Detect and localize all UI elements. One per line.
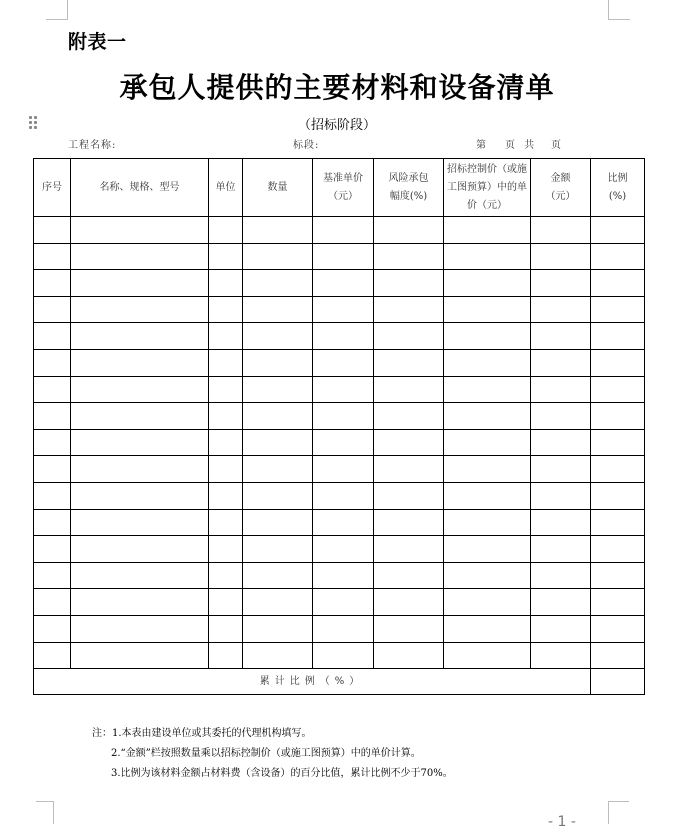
cell-seq[interactable] — [34, 509, 71, 536]
cell-unit[interactable] — [209, 456, 243, 483]
cell-ratio[interactable] — [591, 589, 645, 616]
cell-qty[interactable] — [243, 482, 313, 509]
cell-name[interactable] — [71, 376, 209, 403]
cell-risk[interactable] — [374, 376, 444, 403]
cell-ratio[interactable] — [591, 642, 645, 669]
cell-base_price[interactable] — [313, 270, 374, 297]
header-base-price: 基准单价 （元） — [313, 159, 374, 217]
cell-unit[interactable] — [209, 615, 243, 642]
cumulative-ratio-value-cell[interactable] — [591, 669, 645, 695]
cell-risk[interactable] — [374, 615, 444, 642]
cell-ratio[interactable] — [591, 217, 645, 244]
page-count-label — [476, 136, 561, 151]
page-corner-mark-top-right — [608, 0, 630, 20]
cell-amount[interactable] — [531, 323, 591, 350]
cell-base_price[interactable] — [313, 429, 374, 456]
cell-qty[interactable] — [243, 429, 313, 456]
cell-risk[interactable] — [374, 429, 444, 456]
cell-name[interactable] — [71, 589, 209, 616]
cell-base_price[interactable] — [313, 562, 374, 589]
cell-amount[interactable] — [531, 482, 591, 509]
cell-seq[interactable] — [34, 562, 71, 589]
header-name-spec-model: 名称、规格、型号 — [71, 159, 209, 217]
cell-base_price[interactable] — [313, 296, 374, 323]
cell-seq[interactable] — [34, 349, 71, 376]
cell-unit[interactable] — [209, 270, 243, 297]
project-name-label: 工程名称: — [68, 140, 117, 151]
header-unit: 单位 — [209, 159, 243, 217]
table-row — [34, 536, 645, 563]
cell-amount[interactable] — [531, 536, 591, 563]
cell-control_price[interactable] — [444, 403, 531, 430]
cell-seq[interactable] — [34, 615, 71, 642]
header-ratio: 比例 (%) — [591, 159, 645, 217]
cell-qty[interactable] — [243, 456, 313, 483]
cell-control_price[interactable] — [444, 562, 531, 589]
note-1: 注：1.本表由建设单位或其委托的代理机构填写。 — [92, 728, 312, 739]
table-row — [34, 456, 645, 483]
cell-seq[interactable] — [34, 429, 71, 456]
cell-base_price[interactable] — [313, 589, 374, 616]
cell-ratio[interactable] — [591, 349, 645, 376]
table-row — [34, 642, 645, 669]
cell-amount[interactable] — [531, 296, 591, 323]
cell-name[interactable] — [71, 243, 209, 270]
cell-base_price[interactable] — [313, 217, 374, 244]
cell-ratio[interactable] — [591, 270, 645, 297]
cell-control_price[interactable] — [444, 642, 531, 669]
table-row — [34, 376, 645, 403]
cell-ratio[interactable] — [591, 376, 645, 403]
cell-seq[interactable] — [34, 536, 71, 563]
cell-amount[interactable] — [531, 376, 591, 403]
page-number: - 1 - — [548, 814, 576, 830]
cell-seq[interactable] — [34, 403, 71, 430]
cell-risk[interactable] — [374, 562, 444, 589]
cell-name[interactable] — [71, 296, 209, 323]
cell-ratio[interactable] — [591, 403, 645, 430]
cell-qty[interactable] — [243, 323, 313, 350]
cell-control_price[interactable] — [444, 270, 531, 297]
cell-risk[interactable] — [374, 482, 444, 509]
cell-unit[interactable] — [209, 536, 243, 563]
cell-amount[interactable] — [531, 403, 591, 430]
table-body — [34, 217, 645, 695]
cell-qty[interactable] — [243, 349, 313, 376]
note-3: 3.比例为该材料金额占材料费（含设备）的百分比值，累计比例不少于70%。 — [111, 768, 453, 779]
table-row — [34, 615, 645, 642]
cell-ratio[interactable] — [591, 429, 645, 456]
page-corner-mark-top-left — [46, 0, 68, 20]
table-row — [34, 482, 645, 509]
cell-name[interactable] — [71, 615, 209, 642]
page-corner-mark-bottom-right — [608, 801, 629, 824]
cell-qty[interactable] — [243, 615, 313, 642]
section-label: 标段: — [293, 140, 320, 151]
cell-risk[interactable] — [374, 349, 444, 376]
notes — [92, 724, 453, 784]
cell-control_price[interactable] — [444, 296, 531, 323]
cell-unit[interactable] — [209, 509, 243, 536]
cell-amount[interactable] — [531, 429, 591, 456]
summary-row — [34, 669, 645, 695]
header-control-price: 招标控制价（或施 工图预算）中的单 价（元） — [444, 159, 531, 217]
table-row — [34, 509, 645, 536]
cell-base_price[interactable] — [313, 349, 374, 376]
cell-unit[interactable] — [209, 589, 243, 616]
cell-unit[interactable] — [209, 403, 243, 430]
page-suffix: 页 — [551, 140, 561, 151]
page-middle: 页 共 — [505, 140, 535, 151]
cell-risk[interactable] — [374, 536, 444, 563]
cell-control_price[interactable] — [444, 429, 531, 456]
cell-amount[interactable] — [531, 270, 591, 297]
cell-qty[interactable] — [243, 642, 313, 669]
cell-unit[interactable] — [209, 217, 243, 244]
cell-qty[interactable] — [243, 536, 313, 563]
cell-control_price[interactable] — [444, 349, 531, 376]
cell-name[interactable] — [71, 429, 209, 456]
cell-amount[interactable] — [531, 509, 591, 536]
page-prefix: 第 — [476, 140, 486, 151]
cell-unit[interactable] — [209, 376, 243, 403]
cell-seq[interactable] — [34, 482, 71, 509]
table-row — [34, 323, 645, 350]
cell-seq[interactable] — [34, 243, 71, 270]
cell-base_price[interactable] — [313, 456, 374, 483]
cell-name[interactable] — [71, 482, 209, 509]
cell-name[interactable] — [71, 536, 209, 563]
cell-base_price[interactable] — [313, 615, 374, 642]
cell-seq[interactable] — [34, 270, 71, 297]
cell-qty[interactable] — [243, 376, 313, 403]
table-row — [34, 270, 645, 297]
table-row — [34, 429, 645, 456]
header-seq: 序号 — [34, 159, 71, 217]
cell-seq[interactable] — [34, 589, 71, 616]
cell-base_price[interactable] — [313, 536, 374, 563]
cell-unit[interactable] — [209, 243, 243, 270]
cell-risk[interactable] — [374, 296, 444, 323]
cell-unit[interactable] — [209, 642, 243, 669]
cell-risk[interactable] — [374, 270, 444, 297]
table-row — [34, 349, 645, 376]
note-2: 2.“金额”栏按照数量乘以招标控制价（或施工图预算）中的单价计算。 — [111, 748, 421, 759]
page-corner-mark-bottom-left — [36, 801, 54, 824]
cell-name[interactable] — [71, 270, 209, 297]
cell-base_price[interactable] — [313, 642, 374, 669]
cell-risk[interactable] — [374, 509, 444, 536]
cell-risk[interactable] — [374, 217, 444, 244]
table-row — [34, 243, 645, 270]
cell-seq[interactable] — [34, 296, 71, 323]
cell-amount[interactable] — [531, 243, 591, 270]
cell-amount[interactable] — [531, 217, 591, 244]
appendix-label: 附表一 — [68, 31, 127, 53]
cell-name[interactable] — [71, 562, 209, 589]
cell-seq[interactable] — [34, 376, 71, 403]
cell-unit[interactable] — [209, 296, 243, 323]
cell-control_price[interactable] — [444, 509, 531, 536]
cell-seq[interactable] — [34, 642, 71, 669]
cell-ratio[interactable] — [591, 296, 645, 323]
cumulative-ratio-label: 累计比例（%） — [34, 669, 591, 695]
cell-name[interactable] — [71, 349, 209, 376]
header-quantity: 数量 — [243, 159, 313, 217]
cell-ratio[interactable] — [591, 243, 645, 270]
header-risk-range: 风险承包 幅度(%) — [374, 159, 444, 217]
cell-amount[interactable] — [531, 349, 591, 376]
stage-subtitle: （招标阶段） — [297, 118, 376, 133]
cell-unit[interactable] — [209, 562, 243, 589]
cell-ratio[interactable] — [591, 536, 645, 563]
table-row — [34, 562, 645, 589]
table-row — [34, 403, 645, 430]
cell-ratio[interactable] — [591, 323, 645, 350]
cell-base_price[interactable] — [313, 323, 374, 350]
cell-base_price[interactable] — [313, 243, 374, 270]
cell-unit[interactable] — [209, 429, 243, 456]
cell-control_price[interactable] — [444, 615, 531, 642]
cell-qty[interactable] — [243, 243, 313, 270]
cell-base_price[interactable] — [313, 482, 374, 509]
table-row — [34, 589, 645, 616]
cell-seq[interactable] — [34, 456, 71, 483]
cell-control_price[interactable] — [444, 482, 531, 509]
cell-base_price[interactable] — [313, 509, 374, 536]
cell-ratio[interactable] — [591, 456, 645, 483]
cell-name[interactable] — [71, 456, 209, 483]
table-row — [34, 217, 645, 244]
cell-control_price[interactable] — [444, 456, 531, 483]
cell-name[interactable] — [71, 217, 209, 244]
cell-control_price[interactable] — [444, 243, 531, 270]
cell-amount[interactable] — [531, 615, 591, 642]
cell-qty[interactable] — [243, 296, 313, 323]
cell-amount[interactable] — [531, 589, 591, 616]
cell-qty[interactable] — [243, 403, 313, 430]
table-header-row — [34, 159, 645, 217]
cell-risk[interactable] — [374, 642, 444, 669]
cell-unit[interactable] — [209, 349, 243, 376]
cell-unit[interactable] — [209, 323, 243, 350]
cell-name[interactable] — [71, 509, 209, 536]
cell-qty[interactable] — [243, 217, 313, 244]
cell-seq[interactable] — [34, 217, 71, 244]
cell-qty[interactable] — [243, 270, 313, 297]
cell-base_price[interactable] — [313, 403, 374, 430]
cell-name[interactable] — [71, 403, 209, 430]
cell-control_price[interactable] — [444, 589, 531, 616]
cell-control_price[interactable] — [444, 536, 531, 563]
cell-risk[interactable] — [374, 456, 444, 483]
cell-qty[interactable] — [243, 562, 313, 589]
document-title: 承包人提供的主要材料和设备清单 — [119, 71, 555, 104]
materials-equipment-table — [33, 158, 645, 695]
cell-qty[interactable] — [243, 589, 313, 616]
cell-risk[interactable] — [374, 243, 444, 270]
cell-ratio[interactable] — [591, 562, 645, 589]
cell-ratio[interactable] — [591, 509, 645, 536]
cell-ratio[interactable] — [591, 482, 645, 509]
cell-amount[interactable] — [531, 456, 591, 483]
cell-unit[interactable] — [209, 482, 243, 509]
header-amount: 金额 （元） — [531, 159, 591, 217]
cell-control_price[interactable] — [444, 217, 531, 244]
cell-control_price[interactable] — [444, 323, 531, 350]
cell-name[interactable] — [71, 323, 209, 350]
cell-risk[interactable] — [374, 403, 444, 430]
cell-risk[interactable] — [374, 323, 444, 350]
cell-ratio[interactable] — [591, 615, 645, 642]
cell-base_price[interactable] — [313, 376, 374, 403]
table-row — [34, 296, 645, 323]
cell-amount[interactable] — [531, 642, 591, 669]
cell-name[interactable] — [71, 642, 209, 669]
cell-control_price[interactable] — [444, 376, 531, 403]
cell-amount[interactable] — [531, 562, 591, 589]
cell-risk[interactable] — [374, 589, 444, 616]
cell-seq[interactable] — [34, 323, 71, 350]
cell-qty[interactable] — [243, 509, 313, 536]
